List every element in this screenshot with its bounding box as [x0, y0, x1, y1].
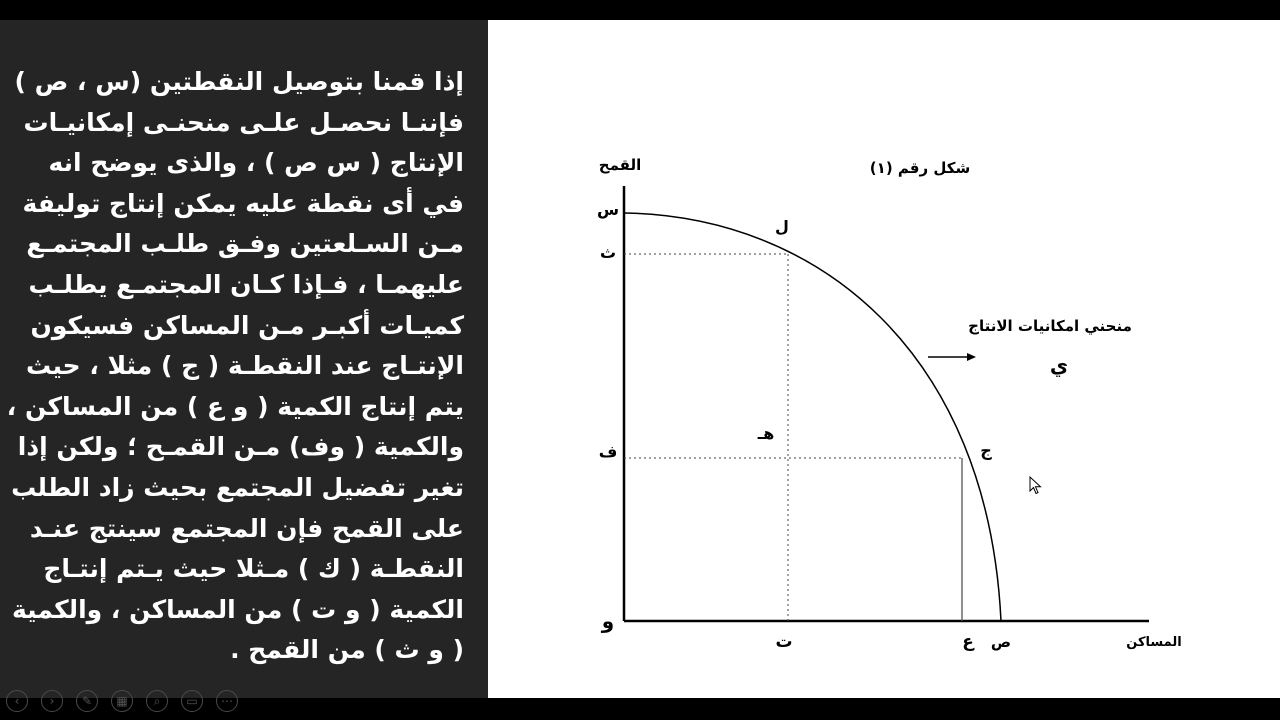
paragraph-line: فإننـا نحصـل علـى منحنـى إمكانيـات	[23, 107, 464, 137]
diagram-panel	[488, 20, 1280, 698]
paragraph-line: يتم إنتاج الكمية ( و ع ) من المساكن ،	[6, 391, 464, 421]
curve-label: منحني امكانيات الانتاج	[968, 317, 1132, 335]
slide	[0, 20, 1280, 708]
slideshow-controls	[6, 690, 251, 708]
y-tick-top: س	[596, 200, 620, 219]
interior-point-label: هـ	[757, 424, 775, 443]
point-lower-label: ج	[980, 441, 992, 460]
point-upper-label: ل	[775, 217, 789, 236]
ppf-diagram	[488, 20, 1280, 698]
paragraph-line: الكمية ( و ت ) من المساكن ، والكمية	[12, 594, 464, 624]
y-tick-lower: ف	[598, 442, 618, 461]
ppf-curve	[624, 213, 1001, 621]
mouse-cursor-icon	[1029, 476, 1043, 496]
x-tick-middle: ع	[962, 632, 974, 652]
zoom-icon[interactable]: ⌕	[146, 690, 168, 712]
y-tick-upper: ث	[599, 243, 617, 262]
paragraph	[6, 62, 464, 671]
x-tick-left: ت	[775, 632, 793, 652]
paragraph-line: والكمية ( وف) مـن القمـح ؛ ولكن إذا	[17, 432, 464, 462]
paragraph-line: إذا قمنا بتوصيل النقطتين (س ، ص )	[14, 67, 464, 96]
x-tick-right: ص	[990, 633, 1012, 651]
paragraph-line: الإنتـاج عند النقطـة ( ج ) مثلا ، حيث	[25, 351, 464, 381]
origin-label: و	[601, 609, 615, 633]
previous-slide-button[interactable]: ‹	[6, 690, 28, 712]
paragraph-line: كميـات أكبـر مـن المساكن فسيكون	[30, 310, 464, 340]
x-axis-label: المساكن	[1126, 635, 1182, 650]
more-options-icon[interactable]: ⋯	[216, 690, 238, 712]
arrow-label: ي	[1049, 353, 1069, 377]
paragraph-line: الإنتاج ( س ص ) ، والذى يوضح انه	[48, 148, 464, 178]
figure-title: شكل رقم (١)	[869, 159, 971, 177]
paragraph-line: عليهمـا ، فـإذا كـان المجتمـع يطلـب	[28, 269, 464, 299]
paragraph-line: في أى نقطة عليه يمكن إنتاج توليفة	[22, 188, 464, 218]
slides-grid-icon[interactable]: ▦	[111, 690, 133, 712]
text-panel	[0, 20, 488, 708]
paragraph-line: مـن السـلعتين وفـق طلـب المجتمـع	[26, 229, 464, 259]
subtitles-icon[interactable]: ▭	[181, 690, 203, 712]
paragraph-line: تغير تفضيل المجتمع بحيث زاد الطلب	[11, 472, 464, 502]
arrow-head-icon	[967, 353, 976, 361]
y-axis-label: القمح	[598, 156, 642, 174]
paragraph-line: ( و ث ) من القمح .	[230, 635, 464, 665]
pen-icon[interactable]: ✎	[76, 690, 98, 712]
paragraph-line: النقطـة ( ك ) مـثلا حيث يـتم إنتـاج	[43, 554, 464, 584]
paragraph-line: على القمح فإن المجتمع سينتج عنـد	[29, 513, 464, 543]
next-slide-button[interactable]: ›	[41, 690, 63, 712]
